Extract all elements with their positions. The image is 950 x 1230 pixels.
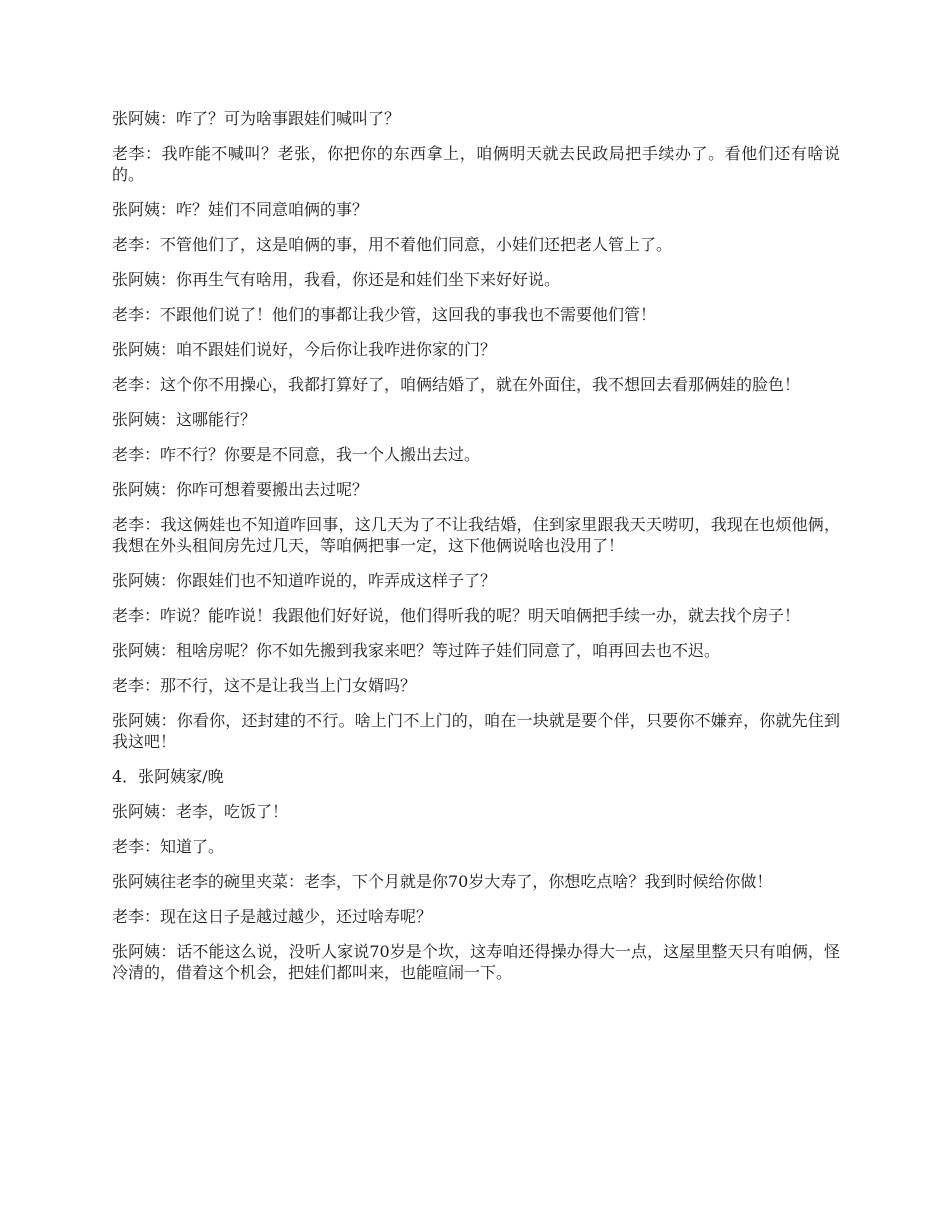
dialogue-line: 老李：那不行，这不是让我当上门女婿吗？ — [112, 676, 417, 695]
dialogue-line: 张阿姨：咋了？可为啥事跟娃们喊叫了？ — [112, 109, 401, 128]
dialogue-line: 张阿姨：老李，吃饭了！ — [112, 802, 289, 821]
dialogue-line: 老李：咋不行？你要是不同意，我一个人搬出去过。 — [112, 445, 481, 464]
dialogue-line: 老李：我咋能不喊叫？老张，你把你的东西拿上，咱俩明天就去民政局把手续办了。看他们还有啥说的。 — [112, 144, 840, 184]
dialogue-line: 张阿姨：咋？娃们不同意咱俩的事？ — [112, 200, 369, 219]
dialogue-line: 张阿姨：话不能这么说，没听人家说70岁是个坎，这寿咱还得操办得大一点，这屋里整天只有咱俩，怪冷清的，借着这个机会，把娃们都叫来，也能喧闹一下。 — [112, 942, 840, 982]
dialogue-line: 张阿姨：你咋可想着要搬出去过呢？ — [112, 480, 369, 499]
dialogue-line: 老李：现在这日子是越过越少，还过啥寿呢？ — [112, 907, 433, 926]
dialogue-line: 张阿姨往老李的碗里夹菜：老李，下个月就是你70岁大寿了，你想吃点啥？我到时候给你做！ — [112, 872, 773, 891]
scene-heading: 4．张阿姨家/晚 — [112, 767, 224, 786]
document-page — [112, 108, 840, 997]
dialogue-line: 老李：不跟他们说了！他们的事都让我少管，这回我的事我也不需要他们管！ — [112, 305, 657, 324]
dialogue-line: 张阿姨：这哪能行？ — [112, 410, 257, 429]
dialogue-line: 张阿姨：租啥房呢？你不如先搬到我家来吧？等过阵子娃们同意了，咱再回去也不迟。 — [112, 641, 721, 660]
dialogue-line: 张阿姨：咱不跟娃们说好，今后你让我咋进你家的门？ — [112, 340, 497, 359]
dialogue-line: 张阿姨：你再生气有啥用，我看，你还是和娃们坐下来好好说。 — [112, 270, 561, 289]
dialogue-line: 张阿姨：你看你，还封建的不行。啥上门不上门的，咱在一块就是要个伴，只要你不嫌弃，你就先住到我这吧！ — [112, 711, 840, 751]
dialogue-line: 老李：这个你不用操心，我都打算好了，咱俩结婚了，就在外面住，我不想回去看那俩娃的脸色！ — [112, 375, 801, 394]
dialogue-line: 张阿姨：你跟娃们也不知道咋说的，咋弄成这样子了？ — [112, 571, 497, 590]
dialogue-line: 老李：我这俩娃也不知道咋回事，这几天为了不让我结婚，住到家里跟我天天唠叨，我现在也烦他俩，我想在外头租间房先过几天，等咱俩把事一定，这下他俩说啥也没用了！ — [112, 515, 840, 555]
dialogue-line: 老李：不管他们了，这是咱俩的事，用不着他们同意，小娃们还把老人管上了。 — [112, 235, 673, 254]
dialogue-line: 老李：知道了。 — [112, 837, 225, 856]
dialogue-line: 老李：咋说？能咋说！我跟他们好好说，他们得听我的呢？明天咱俩把手续一办，就去找个房子！ — [112, 606, 801, 625]
